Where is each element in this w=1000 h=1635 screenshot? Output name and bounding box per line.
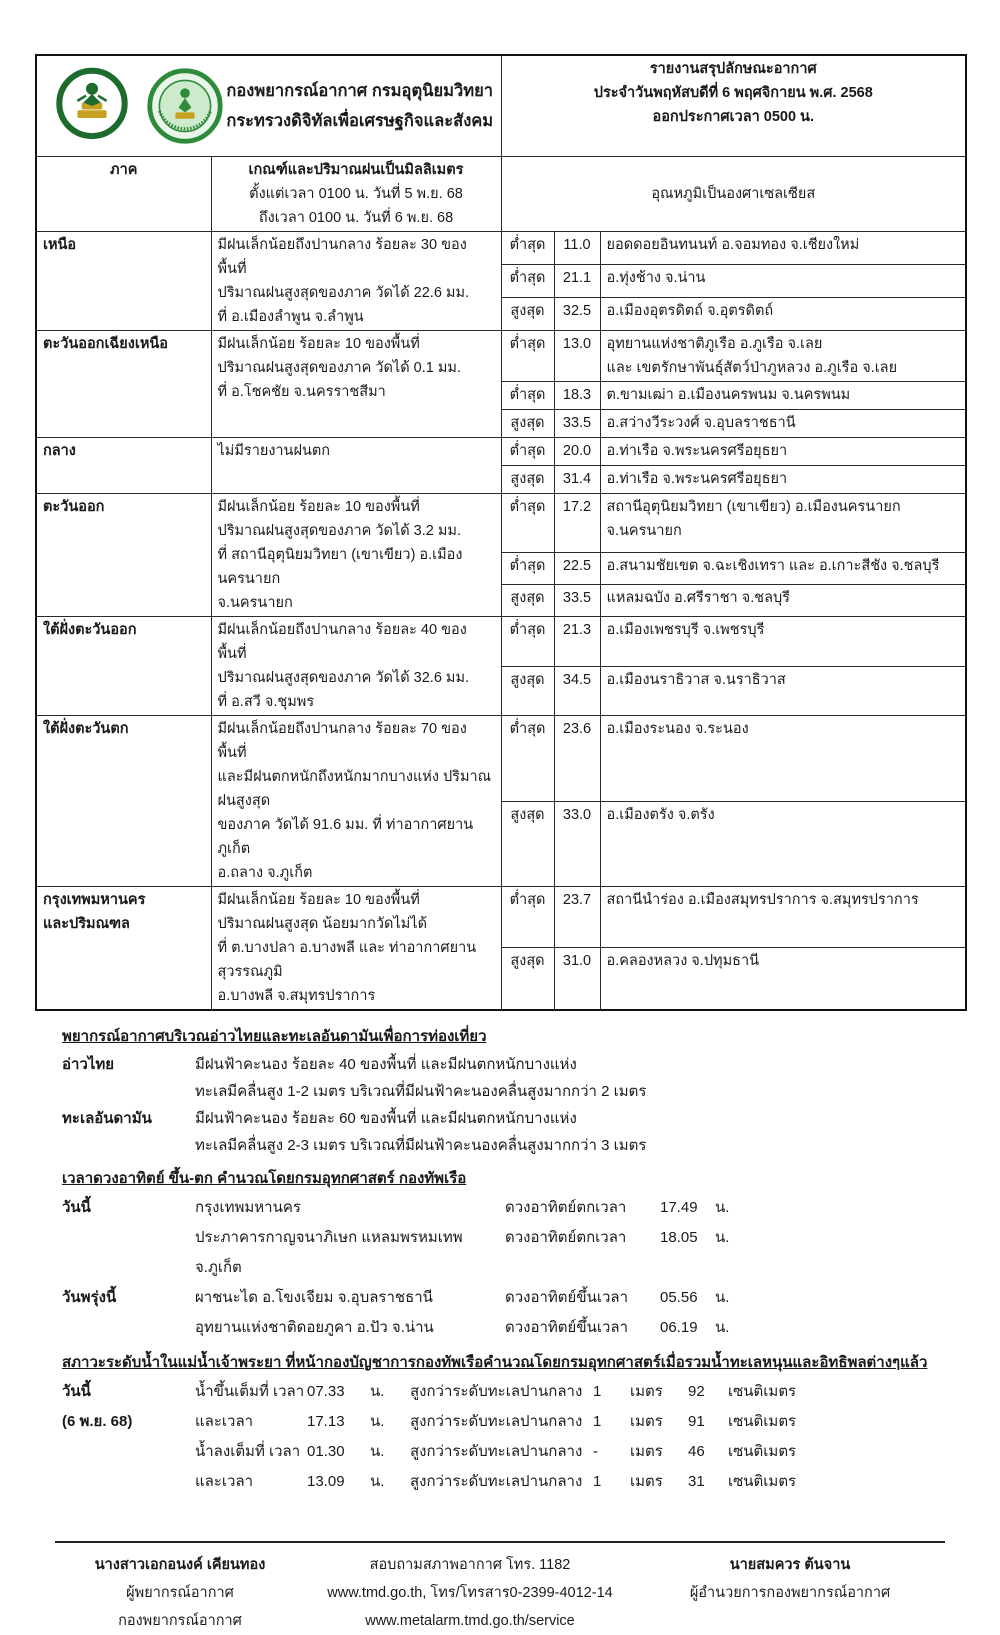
rain-summary-line: มีฝนเล็กน้อยถึงปานกลาง ร้อยละ 40 ของพื้นที่ (217, 622, 467, 662)
region-name-cell (36, 716, 211, 887)
marine-forecast-line: ทะเลมีคลื่นสูง 2-3 เมตร บริเวณที่มีฝนฟ้าคะนองคลื่นสูงมากกว่า 3 เมตร (195, 1137, 647, 1154)
sun-place: ประภาคารกาญจนาภิเษก แหลมพรหมเทพ จ.ภูเก็ต (195, 1229, 463, 1276)
tide-centimeters-value: 31 (688, 1473, 705, 1490)
marine-area-label: อ่าวไทย (62, 1056, 115, 1073)
region-name-cell (36, 617, 211, 716)
region-name-line: ใต้ฝั่งตะวันออก (43, 622, 137, 638)
footer-line: กองพยากรณ์อากาศ (118, 1613, 242, 1629)
rain-summary-cell (211, 232, 501, 331)
tide-centimeters-unit: เซนติเมตร (728, 1383, 797, 1400)
department-title (225, 76, 495, 136)
temp-type-cell: ต่ำสุด (501, 552, 554, 584)
sun-time-value: 17.49 (660, 1199, 698, 1216)
water-level-row (62, 1407, 962, 1437)
temp-type-cell: สูงสุด (501, 801, 554, 887)
region-name-cell (36, 331, 211, 438)
rain-summary-line: ที่ ต.บางปลา อ.บางพลี และ ท่าอากาศยานสุวรรณภูมิ (217, 940, 477, 980)
footer-line: www.metalarm.tmd.go.th/service (365, 1613, 575, 1629)
sun-event-label: ดวงอาทิตย์ขึ้นเวลา (505, 1319, 629, 1336)
temp-location-line: อ.สนามชัยเขต จ.ฉะเชิงเทรา และ อ.เกาะสีชัง จ.ชลบุรี (606, 557, 940, 574)
marine-area-label: ทะเลอันดามัน (62, 1110, 152, 1127)
rain-summary-cell (211, 494, 501, 617)
rain-summary-line: และมีฝนตกหนักถึงหนักมากบางแห่ง ปริมาณฝนสูงสุด (217, 769, 492, 809)
temp-location-cell (600, 494, 966, 553)
sun-day-label (62, 1313, 195, 1343)
footer-line: www.tmd.go.th, โทร/โทรสาร0-2399-4012-14 (327, 1585, 613, 1601)
sun-row (62, 1313, 962, 1343)
water-level-row (62, 1467, 962, 1497)
column-header-region: ภาค (36, 157, 211, 232)
temp-location-line: สถานีนำร่อง อ.เมืองสมุทรปราการ จ.สมุทรปราการ (606, 892, 919, 908)
column-header-temperature: อุณหภูมิเป็นองศาเซลเซียส (501, 157, 966, 232)
footer-forecaster-column (55, 1551, 305, 1635)
marine-forecast-section (62, 1023, 962, 1159)
temp-location-cell (600, 716, 966, 802)
tide-centimeters-unit: เซนติเมตร (728, 1413, 797, 1430)
temp-location-line: อ.เมืองนราธิวาส จ.นราธิวาส (606, 671, 786, 688)
temp-value-cell: 21.1 (554, 265, 600, 298)
sun-time-unit: น. (715, 1289, 730, 1306)
temp-location-line: อุทยานแห่งชาติภูเรือ อ.ภูเรือ จ.เลย (606, 336, 823, 352)
temp-location-cell (600, 382, 966, 410)
temp-location-line: อ.ท่าเรือ จ.พระนครศรีอยุธยา (606, 471, 788, 487)
tmd-logo-icon (145, 66, 225, 146)
report-title-cell (501, 55, 966, 157)
marine-forecast-line: ทะเลมีคลื่นสูง 1-2 เมตร บริเวณที่มีฝนฟ้าคะนองคลื่นสูงมากกว่า 2 เมตร (195, 1083, 647, 1100)
sun-time-value: 06.19 (660, 1319, 698, 1336)
rain-summary-cell (211, 331, 501, 438)
sunrise-sunset-rows (62, 1193, 962, 1343)
temp-value-cell: 34.5 (554, 666, 600, 716)
region-temp-row (36, 494, 966, 553)
temp-location-cell (600, 298, 966, 331)
department-title-line1: กองพยากรณ์อากาศ กรมอุตุนิยมวิทยา (226, 82, 494, 100)
water-day-label (62, 1437, 195, 1467)
marine-forecast-rows (62, 1051, 962, 1159)
tide-centimeters-value: 92 (688, 1383, 705, 1400)
sun-day-label (62, 1223, 195, 1283)
temp-location-cell (600, 887, 966, 948)
footer-line: นายสมควร ต้นจาน (729, 1557, 851, 1573)
sun-day-label: วันพรุ่งนี้ (62, 1289, 117, 1306)
rain-header-to: ถึงเวลา 0100 น. วันที่ 6 พ.ย. 68 (258, 210, 454, 226)
marine-forecast-text (195, 1051, 646, 1105)
sun-time-unit: น. (715, 1199, 730, 1216)
sun-time-value: 05.56 (660, 1289, 698, 1306)
temp-location-cell (600, 584, 966, 616)
sun-place: กรุงเทพมหานคร (195, 1199, 301, 1216)
sun-day-label: วันนี้ (62, 1199, 91, 1216)
temp-value-cell: 22.5 (554, 552, 600, 584)
temp-type-cell: ต่ำสุด (501, 265, 554, 298)
region-name-cell (36, 438, 211, 494)
weather-summary-table (35, 54, 967, 1011)
tide-reference-label: สูงกว่าระดับทะเลปานกลาง (410, 1413, 583, 1430)
temp-location-cell (600, 232, 966, 265)
header-left-cell (36, 55, 501, 157)
water-day-label: (6 พ.ย. 68) (62, 1413, 133, 1430)
temp-location-line: อ.เมืองระนอง จ.ระนอง (606, 721, 749, 737)
sunrise-sunset-heading: เวลาดวงอาทิตย์ ขึ้น-ตก คำนวณโดยกรมอุทกศาสตร์ กองทัพเรือ (62, 1170, 467, 1187)
sun-place: อุทยานแห่งชาติดอยภูคา อ.ปัว จ.น่าน (195, 1319, 434, 1336)
water-day-label (62, 1467, 195, 1497)
footer-director-column (635, 1551, 945, 1635)
temp-type-cell: ต่ำสุด (501, 331, 554, 382)
region-name-cell (36, 494, 211, 617)
region-name-line: ตะวันออก (43, 499, 105, 515)
temp-value-cell: 23.7 (554, 887, 600, 948)
temp-type-cell: ต่ำสุด (501, 716, 554, 802)
marine-row (62, 1051, 962, 1105)
temp-location-line: สถานีอุตุนิยมวิทยา (เขาเขียว) อ.เมืองนครนายก จ.นครนายก (606, 499, 901, 539)
rain-summary-line: ปริมาณฝนสูงสุดของภาค วัดได้ 32.6 มม. (217, 670, 470, 686)
temp-location-line: แหลมฉบัง อ.ศรีราชา จ.ชลบุรี (606, 589, 790, 606)
rain-summary-line: จ.นครนายก (217, 595, 293, 611)
sun-row (62, 1193, 962, 1223)
temp-type-cell: สูงสุด (501, 948, 554, 1010)
temp-location-cell (600, 552, 966, 584)
region-name-line: เหนือ (43, 237, 77, 253)
tide-meters-value: - (593, 1443, 598, 1460)
footer-line: สอบถามสภาพอากาศ โทร. 1182 (369, 1557, 571, 1573)
temp-location-line: อ.เมืองอุตรดิตถ์ จ.อุตรดิตถ์ (606, 303, 774, 319)
rain-header-title: เกณฑ์และปริมาณฝนเป็นมิลลิเมตร (248, 162, 464, 178)
temp-location-cell (600, 666, 966, 716)
region-temp-row (36, 716, 966, 802)
logo-group (43, 63, 225, 149)
rain-summary-line: ที่ สถานีอุตุนิยมวิทยา (เขาเขียว) อ.เมืองนครนายก (217, 547, 463, 587)
rain-summary-line: ปริมาณฝนสูงสุดของภาค วัดได้ 3.2 มม. (217, 523, 462, 539)
temp-type-cell: สูงสุด (501, 410, 554, 438)
temp-location-line: อ.ท่าเรือ จ.พระนครศรีอยุธยา (606, 443, 788, 459)
sun-row (62, 1223, 962, 1283)
rain-summary-line: ปริมาณฝนสูงสุด น้อยมากวัดไม่ได้ (217, 916, 427, 932)
rain-summary-line: ไม่มีรายงานฝนตก (217, 443, 331, 459)
tide-meters-value: 1 (593, 1473, 602, 1490)
temp-type-cell: ต่ำสุด (501, 382, 554, 410)
region-name-cell (36, 887, 211, 1011)
tide-meters-unit: เมตร (630, 1413, 663, 1430)
column-header-rain (211, 157, 501, 232)
sun-time-unit: น. (715, 1319, 730, 1336)
temp-value-cell: 32.5 (554, 298, 600, 331)
sun-place: ผาชนะได อ.โขงเจียม จ.อุบลราชธานี (195, 1289, 433, 1306)
rain-summary-line: ของภาค วัดได้ 91.6 มม. ที่ ท่าอากาศยานภูเก็ต (217, 817, 474, 857)
rain-header-from: ตั้งแต่เวลา 0100 น. วันที่ 5 พ.ย. 68 (249, 186, 463, 202)
temp-type-cell: สูงสุด (501, 584, 554, 616)
region-temp-row (36, 887, 966, 948)
sun-event-label: ดวงอาทิตย์ตกเวลา (505, 1229, 627, 1246)
tide-time-unit: น. (370, 1413, 385, 1430)
rain-summary-line: อ.ถลาง จ.ภูเก็ต (217, 865, 313, 881)
tide-event-label: และเวลา (195, 1413, 254, 1430)
tide-time-value: 07.33 (307, 1383, 345, 1400)
rain-summary-line: มีฝนเล็กน้อยถึงปานกลาง ร้อยละ 30 ของพื้นที่ (217, 237, 467, 277)
sunrise-sunset-section (62, 1165, 962, 1343)
temp-type-cell: สูงสุด (501, 298, 554, 331)
footer-line: นางสาวเอกอนงค์ เคียนทอง (94, 1557, 266, 1573)
temp-value-cell: 33.0 (554, 801, 600, 887)
rain-summary-line: ที่ อ.สวี จ.ชุมพร (217, 694, 315, 710)
tide-reference-label: สูงกว่าระดับทะเลปานกลาง (410, 1473, 583, 1490)
temp-type-cell: ต่ำสุด (501, 494, 554, 553)
tide-centimeters-value: 46 (688, 1443, 705, 1460)
tide-event-label: น้ำลงเต็มที่ เวลา (195, 1443, 301, 1460)
temp-location-line: ต.ขามเฒ่า อ.เมืองนครพนม จ.นครพนม (606, 387, 851, 403)
rain-summary-line: มีฝนเล็กน้อย ร้อยละ 10 ของพื้นที่ (217, 336, 420, 352)
page-footer (55, 1541, 945, 1635)
temp-location-line: อ.ทุ่งช้าง จ.น่าน (606, 270, 706, 286)
region-name-line: กลาง (43, 443, 76, 459)
temp-location-cell (600, 466, 966, 494)
temp-type-cell: ต่ำสุด (501, 438, 554, 466)
tide-reference-label: สูงกว่าระดับทะเลปานกลาง (410, 1383, 583, 1400)
temp-value-cell: 18.3 (554, 382, 600, 410)
rain-summary-cell (211, 438, 501, 494)
tide-centimeters-unit: เซนติเมตร (728, 1443, 797, 1460)
temp-location-line: อ.เมืองตรัง จ.ตรัง (606, 806, 715, 823)
temp-location-line: อ.สว่างวีระวงศ์ จ.อุบลราชธานี (606, 415, 796, 431)
temp-location-cell (600, 410, 966, 438)
water-level-row (62, 1377, 962, 1407)
temp-location-cell (600, 948, 966, 1010)
temp-type-cell: สูงสุด (501, 666, 554, 716)
rain-summary-cell (211, 617, 501, 716)
rain-summary-cell (211, 716, 501, 887)
marine-forecast-text (195, 1105, 646, 1159)
sun-event-label: ดวงอาทิตย์ขึ้นเวลา (505, 1289, 629, 1306)
region-temp-row (36, 331, 966, 382)
region-name-line: ใต้ฝั่งตะวันตก (43, 721, 129, 737)
report-title-line2: ประจำวันพฤหัสบดีที่ 6 พฤศจิกายน พ.ศ. 2568 (593, 85, 873, 101)
temp-type-cell: สูงสุด (501, 466, 554, 494)
footer-contact-column (305, 1551, 635, 1635)
tide-time-value: 01.30 (307, 1443, 345, 1460)
region-name-line: และปริมณฑล (43, 916, 130, 932)
temp-value-cell: 21.3 (554, 617, 600, 667)
report-title-line1: รายงานสรุปลักษณะอากาศ (649, 61, 817, 77)
rain-summary-line: มีฝนเล็กน้อย ร้อยละ 10 ของพื้นที่ (217, 892, 420, 908)
rain-summary-line: ที่ อ.โชคชัย จ.นครราชสีมา (217, 384, 386, 400)
region-temp-row (36, 438, 966, 466)
temp-location-line: อ.เมืองเพชรบุรี จ.เพชรบุรี (606, 622, 765, 638)
tide-time-unit: น. (370, 1473, 385, 1490)
temp-location-line: ยอดดอยอินทนนท์ อ.จอมทอง จ.เชียงใหม่ (606, 237, 860, 253)
temp-value-cell: 33.5 (554, 584, 600, 616)
rain-summary-line: ปริมาณฝนสูงสุดของภาค วัดได้ 22.6 มม. (217, 285, 470, 301)
tide-meters-value: 1 (593, 1383, 602, 1400)
tide-meters-unit: เมตร (630, 1383, 663, 1400)
temp-value-cell: 31.0 (554, 948, 600, 1010)
temp-value-cell: 31.4 (554, 466, 600, 494)
temp-value-cell: 17.2 (554, 494, 600, 553)
temp-location-cell (600, 617, 966, 667)
temp-location-line: อ.คลองหลวง จ.ปทุมธานี (606, 953, 760, 970)
tide-event-label: และเวลา (195, 1473, 254, 1490)
sun-time-unit: น. (715, 1229, 730, 1246)
temp-value-cell: 33.5 (554, 410, 600, 438)
water-level-rows (62, 1377, 962, 1497)
tide-meters-value: 1 (593, 1413, 602, 1430)
region-name-line: กรุงเทพมหานคร (43, 892, 146, 908)
region-name-cell (36, 232, 211, 331)
rain-summary-line: อ.บางพลี จ.สมุทรปราการ (217, 988, 376, 1004)
tide-meters-unit: เมตร (630, 1443, 663, 1460)
tide-time-unit: น. (370, 1443, 385, 1460)
region-temp-row (36, 617, 966, 667)
marine-forecast-line: มีฝนฟ้าคะนอง ร้อยละ 40 ของพื้นที่ และมีฝนตกหนักบางแห่ง (195, 1056, 577, 1073)
temp-value-cell: 20.0 (554, 438, 600, 466)
marine-forecast-line: มีฝนฟ้าคะนอง ร้อยละ 60 ของพื้นที่ และมีฝนตกหนักบางแห่ง (195, 1110, 577, 1127)
temp-type-cell: ต่ำสุด (501, 232, 554, 265)
sun-time-value: 18.05 (660, 1229, 698, 1246)
tide-time-value: 13.09 (307, 1473, 345, 1490)
temp-location-cell (600, 331, 966, 382)
tide-time-value: 17.13 (307, 1413, 345, 1430)
water-day-label: วันนี้ (62, 1383, 91, 1400)
temp-location-cell (600, 265, 966, 298)
marine-forecast-heading: พยากรณ์อากาศบริเวณอ่าวไทยและทะเลอันดามันเพื่อการท่องเที่ยว (62, 1028, 487, 1045)
water-level-row (62, 1437, 962, 1467)
rain-summary-line: มีฝนเล็กน้อยถึงปานกลาง ร้อยละ 70 ของพื้นที่ (217, 721, 467, 761)
sun-row (62, 1283, 962, 1313)
region-temp-row (36, 232, 966, 265)
temp-value-cell: 11.0 (554, 232, 600, 265)
weather-table-body (36, 55, 966, 1010)
temp-type-cell: ต่ำสุด (501, 887, 554, 948)
department-title-line2: กระทรวงดิจิทัลเพื่อเศรษฐกิจและสังคม (226, 112, 494, 130)
water-level-heading: สภาวะระดับน้ำในแม่น้ำเจ้าพระยา ที่หน้ากองบัญชาการกองทัพเรือคำนวณโดยกรมอุทกศาสตร์เมื่อรวมน้ำทะเลหนุนและอิทธิพลต่างๆแล้ว (62, 1354, 928, 1371)
report-title-line3: ออกประกาศเวลา 0500 น. (652, 109, 814, 125)
rain-summary-cell (211, 887, 501, 1011)
rain-summary-line: ปริมาณฝนสูงสุดของภาค วัดได้ 0.1 มม. (217, 360, 462, 376)
mdes-logo-icon (49, 63, 135, 149)
water-level-section (62, 1349, 962, 1497)
table-header-row-2 (36, 157, 966, 232)
temp-value-cell: 23.6 (554, 716, 600, 802)
table-header-row-1 (36, 55, 966, 157)
region-name-line: ตะวันออกเฉียงเหนือ (43, 336, 168, 352)
temp-type-cell: ต่ำสุด (501, 617, 554, 667)
temp-location-line: และ เขตรักษาพันธุ์สัตว์ป่าภูหลวง อ.ภูเรือ จ.เลย (606, 360, 898, 376)
rain-summary-line: มีฝนเล็กน้อย ร้อยละ 10 ของพื้นที่ (217, 499, 420, 515)
temp-location-cell (600, 438, 966, 466)
tide-centimeters-unit: เซนติเมตร (728, 1473, 797, 1490)
marine-row (62, 1105, 962, 1159)
sun-event-label: ดวงอาทิตย์ตกเวลา (505, 1199, 627, 1216)
footer-line: ผู้พยากรณ์อากาศ (126, 1585, 234, 1601)
tide-event-label: น้ำขึ้นเต็มที่ เวลา (195, 1383, 305, 1400)
rain-summary-line: ที่ อ.เมืองลำพูน จ.ลำพูน (217, 309, 364, 325)
tide-reference-label: สูงกว่าระดับทะเลปานกลาง (410, 1443, 583, 1460)
tide-centimeters-value: 91 (688, 1413, 705, 1430)
footer-line: ผู้อำนวยการกองพยากรณ์อากาศ (689, 1585, 891, 1601)
temp-value-cell: 13.0 (554, 331, 600, 382)
tide-time-unit: น. (370, 1383, 385, 1400)
tide-meters-unit: เมตร (630, 1473, 663, 1490)
temp-location-cell (600, 801, 966, 887)
